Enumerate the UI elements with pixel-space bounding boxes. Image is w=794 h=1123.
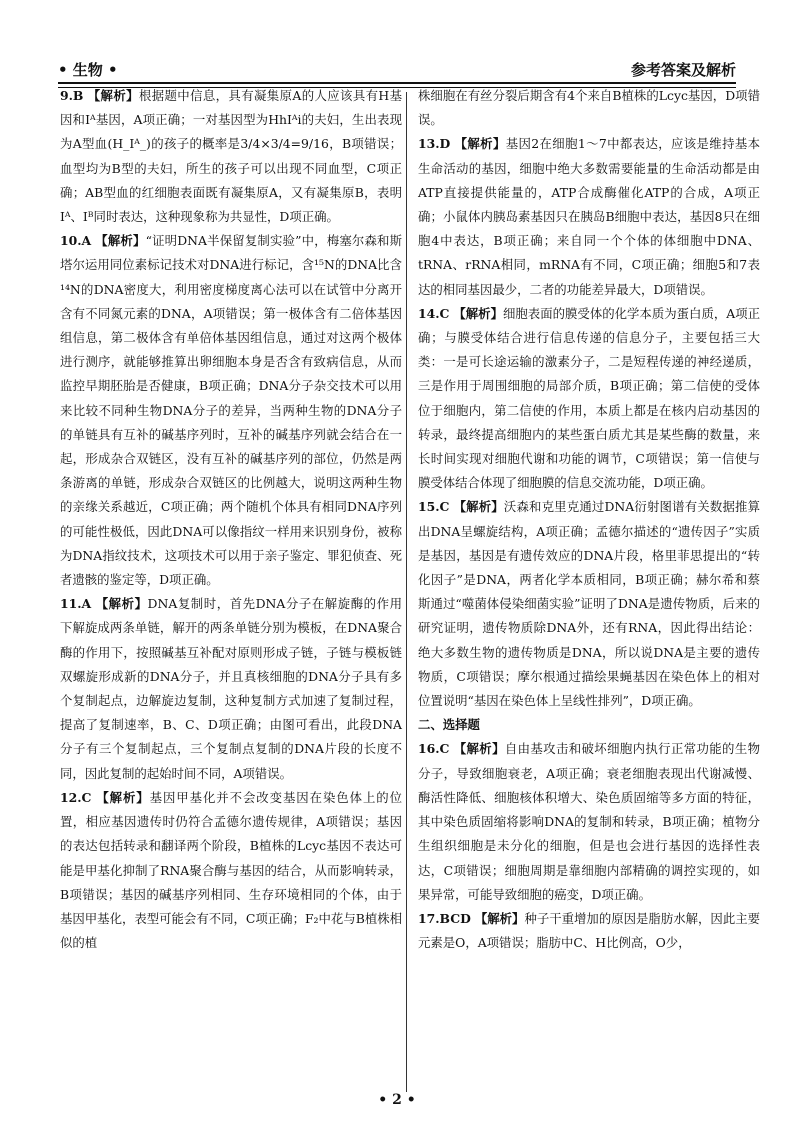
answer-item <box>418 132 760 301</box>
analysis-tag: 【解析】 <box>474 910 525 926</box>
analysis-tag: 【解析】 <box>96 789 150 805</box>
question-number: 15.C <box>418 499 450 515</box>
answer-item <box>60 786 402 955</box>
section-heading <box>418 713 760 737</box>
answer-item <box>60 229 402 592</box>
answer-text: 基因2在细胞1～7中都表达，应该是维持基本生命活动的基因，细胞中绝大多数需要能量的生命活动都是由ATP直接提供能量的，ATP合成酶催化ATP的合成，A项正确；小鼠体内胰岛素基因只在胰岛B细胞中表达，基因8只在细胞4中表达，B项正确；来自同一个个体的体细胞中DNA、tRNA、rRNA相同，mRNA有不同，C项正确；细胞5和7表达的相同基因最少，二者的功能差异最大，D项错误。 <box>418 136 761 297</box>
answer-text: 株细胞在有丝分裂后期含有4个来自B植株的Lcyc基因，D项错误。 <box>418 88 760 128</box>
page-number: • 2 • <box>378 1092 416 1108</box>
section-title: 二、选择题 <box>418 717 480 733</box>
question-number: 17.BCD <box>418 910 471 926</box>
question-number: 12.C <box>60 789 92 805</box>
analysis-tag: 【解析】 <box>95 233 146 249</box>
answer-item <box>418 84 760 132</box>
page-header <box>58 58 736 80</box>
question-number: 11.A <box>60 596 92 612</box>
answer-item <box>418 495 760 713</box>
answer-item <box>418 907 760 955</box>
answer-item <box>60 84 402 229</box>
answer-text: 基因甲基化并不会改变基因在染色体上的位置，相应基因遗传时仍符合孟德尔遗传规律，A项错误；基因的表达包括转录和翻译两个阶段，B植株的Lcyc基因不表达可能是甲基化抑制了RNA聚合酶与基因的结合，从而影响转录，B项错误；基因的碱基序列相同、生存环境相同的个体，由于基因甲基化，表型可能会有不同，C项正确；F₂中花与B植株相似的植 <box>60 789 402 951</box>
answer-text: 种子干重增加的原因是脂肪水解，因此主要元素是O，A项错误；脂肪中C、H比例高，O少， <box>418 910 761 951</box>
answer-text: 细胞表面的膜受体的化学本质为蛋白质，A项正确；与膜受体结合进行信息传递的信息分子，主要包括三大类：一是可长途运输的激素分子，二是短程传递的神经递质，三是作用于周围细胞的局部介质，B项正确；第二信使的受体位于细胞内，第二信使的作用，本质上都是在核内启动基因的转录，最终提高细胞内的某些蛋白质尤其是某些酶的数量，来长时间实现对细胞代谢和功能的调节，C项错误；第一信使与膜受体结合体现了细胞膜的信息交流功能，D项正确。 <box>418 305 760 491</box>
analysis-tag: 【解析】 <box>454 136 506 152</box>
analysis-tag: 【解析】 <box>453 305 503 321</box>
left-column <box>60 84 402 955</box>
subject-label: • 生物 • <box>58 61 118 79</box>
question-number: 16.C <box>418 741 450 757</box>
right-column <box>418 84 760 955</box>
analysis-tag: 【解析】 <box>87 88 139 103</box>
answer-text: 沃森和克里克通过DNA衍射图谱有关数据推算出DNA呈螺旋结构，A项正确；孟德尔描述的“遗传因子”实质是基因，基因是有遗传效应的DNA片段，格里菲思提出的“转化因子”是DNA，两者化学本质相同，B项正确；赫尔希和蔡斯通过“噬菌体侵染细菌实验”证明了DNA是遗传物质，后来的研究证明，遗传物质除DNA外，还有RNA，因此得出结论：绝大多数生物的遗传物质是DNA，所以说DNA是主要的遗传物质，C项错误；摩尔根通过描绘果蝇基因在染色体上的相对位置说明“基因在染色体上呈线性排列”，D项正确。 <box>418 499 760 709</box>
answer-text: DNA复制时，首先DNA分子在解旋酶的作用下解旋成两条单链，解开的两条单链分别为模板，在DNA聚合酶的作用下，按照碱基互补配对原则形成子链，子链与模板链双螺旋形成新的DNA分子，并且真核细胞的DNA分子具有多个复制起点，边解旋边复制，这种复制方式加速了复制过程，提高了复制速率，B、C、D项正确；由图可看出，此段DNA分子有三个复制起点，三个复制点复制的DNA片段的长度不同，因此复制的起始时间不同，A项错误。 <box>60 596 402 781</box>
answer-item <box>60 592 402 786</box>
question-number: 14.C <box>418 305 450 321</box>
analysis-tag: 【解析】 <box>95 596 148 612</box>
answer-text: 根据题中信息，具有凝集原A的人应该具有H基因和Iᴬ基因，A项正确；一对基因型为HhIᴬi的夫妇，生出表现为A型血(H_Iᴬ_)的孩子的概率是3/4×3/4=9/16，B项错误；血型均为B型的夫妇，所生的孩子可以出现不同血型，C项正确；AB型血的红细胞表面既有凝集原A，又有凝集原B，表明Iᴬ、Iᴮ同时表达，这种现象称为共显性，D项正确。 <box>60 88 402 225</box>
answer-text: “证明DNA半保留复制实验”中，梅塞尔森和斯塔尔运用同位素标记技术对DNA进行标记，含¹⁵N的DNA比含¹⁴N的DNA密度大，利用密度梯度离心法可以在试管中分离开含有不同氮元素的DNA，A项错误；第一极体含有二倍体基因组信息，第二极体含有单倍体基因组信息，通过对这两个极体进行测序，就能够推算出卵细胞本身是否含有致病信息，从而监控早期胚胎是否健康，B项正确；DNA分子杂交技术可以用来比较不同种生物DNA分子的差异，当两种生物的DNA分子的单链具有互补的碱基序列时，互补的碱基序列就会结合在一起，形成杂合双链区，没有互补的碱基序列的部位，仍然是两条游离的单链，形成杂合双链区的比例越大，说明这两种生物的亲缘关系越近，C项正确；两个随机个体具有相同DNA序列的可能性极低，因此DNA可以像指纹一样用来识别身份，被称为DNA指纹技术，这项技术可以用于亲子鉴定、罪犯侦查、死者遗骸的鉴定等，D项正确。 <box>60 233 402 588</box>
analysis-tag: 【解析】 <box>453 741 505 757</box>
question-number: 9.B <box>60 88 84 103</box>
question-number: 10.A <box>60 233 92 249</box>
answer-item <box>418 737 760 906</box>
answer-item <box>418 302 760 496</box>
question-number: 13.D <box>418 136 451 152</box>
analysis-tag: 【解析】 <box>453 499 504 515</box>
answer-text: 自由基攻击和破坏细胞内执行正常功能的生物分子，导致细胞衰老，A项正确；衰老细胞表现出代谢减慢、酶活性降低、细胞核体积增大、染色质固缩等多方面的特征，其中染色质固缩将影响DNA的复制和转录，B项正确；植物分生组织细胞是未分化的细胞，但是也会进行基因的选择性表达，C项错误；细胞周期是靠细胞内部精确的调控实现的，如果异常，可能导致细胞的癌变，D项正确。 <box>418 741 760 902</box>
header-title: 参考答案及解析 <box>630 61 736 79</box>
column-divider <box>406 92 407 1092</box>
